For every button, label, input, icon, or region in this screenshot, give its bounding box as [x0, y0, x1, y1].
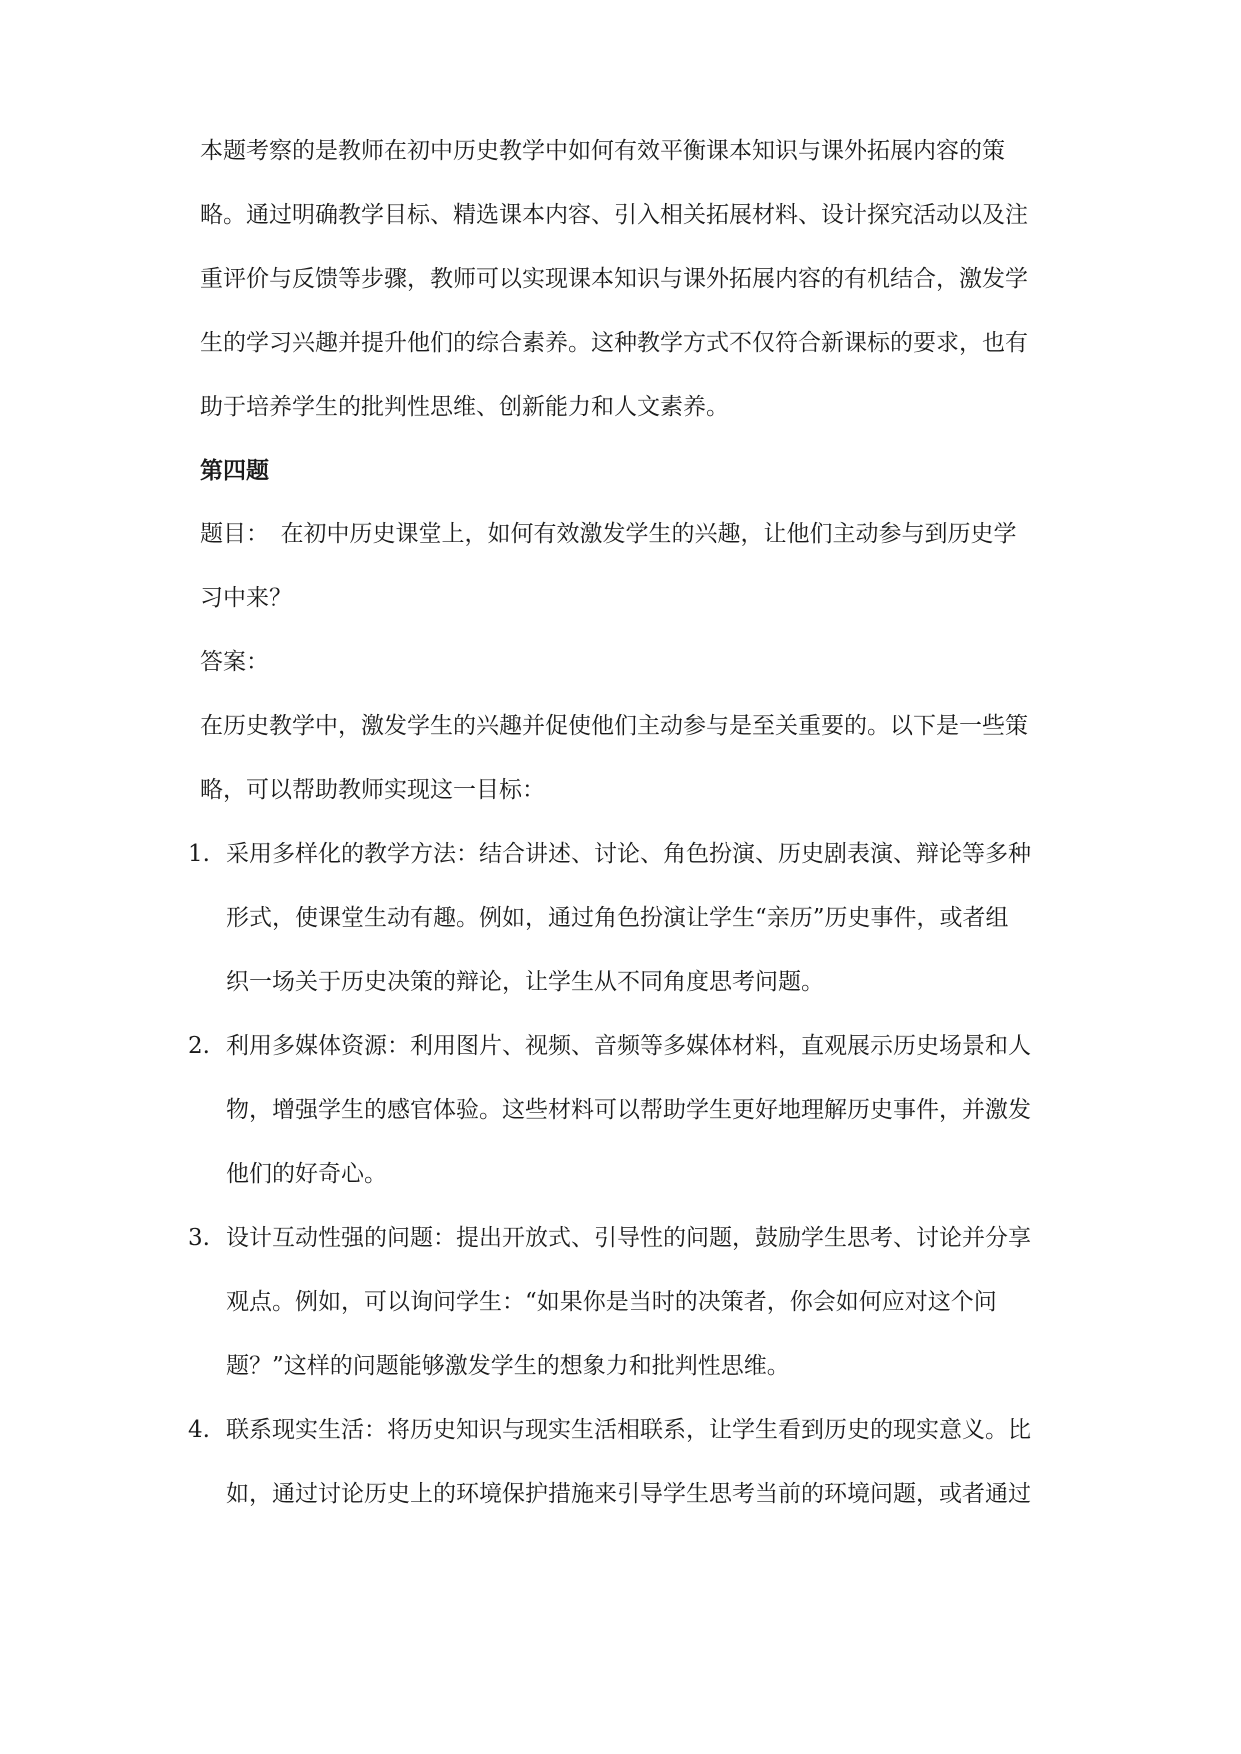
question-line-2: 习中来？	[200, 585, 292, 611]
list-number-1: 1.	[188, 841, 210, 867]
list-item-2-line-3: 他们的好奇心。	[226, 1161, 387, 1187]
list-item-3-line-1: 设计互动性强的问题：提出开放式、引导性的问题，鼓励学生思考、讨论并分享	[226, 1225, 1031, 1251]
list-item-3-line-2: 观点。例如，可以询问学生：“如果你是当时的决策者，你会如何应对这个问	[226, 1289, 997, 1315]
intro-line-5: 助于培养学生的批判性思维、创新能力和人文素养。	[200, 394, 729, 420]
list-item-1-line-2: 形式，使课堂生动有趣。例如，通过角色扮演让学生“亲历”历史事件，或者组	[226, 905, 1009, 931]
list-item-4-line-1: 联系现实生活：将历史知识与现实生活相联系，让学生看到历史的现实意义。比	[226, 1417, 1031, 1443]
list-item-3-line-3: 题？”这样的问题能够激发学生的想象力和批判性思维。	[226, 1353, 790, 1379]
list-number-3: 3.	[188, 1225, 210, 1251]
answer-label: 答案：	[200, 649, 269, 675]
list-number-2: 2.	[188, 1033, 210, 1059]
list-item-1-line-3: 织一场关于历史决策的辩论，让学生从不同角度思考问题。	[226, 969, 824, 995]
list-item-1-line-1: 采用多样化的教学方法：结合讲述、讨论、角色扮演、历史剧表演、辩论等多种	[226, 841, 1031, 867]
intro-line-2: 略。通过明确教学目标、精选课本内容、引入相关拓展材料、设计探究活动以及注	[200, 202, 1028, 228]
intro-line-1: 本题考察的是教师在初中历史教学中如何有效平衡课本知识与课外拓展内容的策	[200, 138, 1005, 164]
intro-line-3: 重评价与反馈等步骤，教师可以实现课本知识与课外拓展内容的有机结合，激发学	[200, 266, 1028, 292]
list-item-2-line-1: 利用多媒体资源：利用图片、视频、音频等多媒体材料，直观展示历史场景和人	[226, 1033, 1031, 1059]
question-line-1: 题目： 在初中历史课堂上，如何有效激发学生的兴趣，让他们主动参与到历史学	[200, 521, 1017, 547]
section-title: 第四题	[200, 457, 269, 484]
answer-intro-line-1: 在历史教学中，激发学生的兴趣并促使他们主动参与是至关重要的。以下是一些策	[200, 713, 1028, 739]
list-item-4-line-2: 如，通过讨论历史上的环境保护措施来引导学生思考当前的环境问题，或者通过	[226, 1481, 1031, 1507]
list-item-2-line-2: 物，增强学生的感官体验。这些材料可以帮助学生更好地理解历史事件，并激发	[226, 1097, 1031, 1123]
answer-intro-line-2: 略，可以帮助教师实现这一目标：	[200, 777, 545, 803]
intro-line-4: 生的学习兴趣并提升他们的综合素养。这种教学方式不仅符合新课标的要求，也有	[200, 330, 1028, 356]
list-number-4: 4.	[188, 1417, 210, 1443]
